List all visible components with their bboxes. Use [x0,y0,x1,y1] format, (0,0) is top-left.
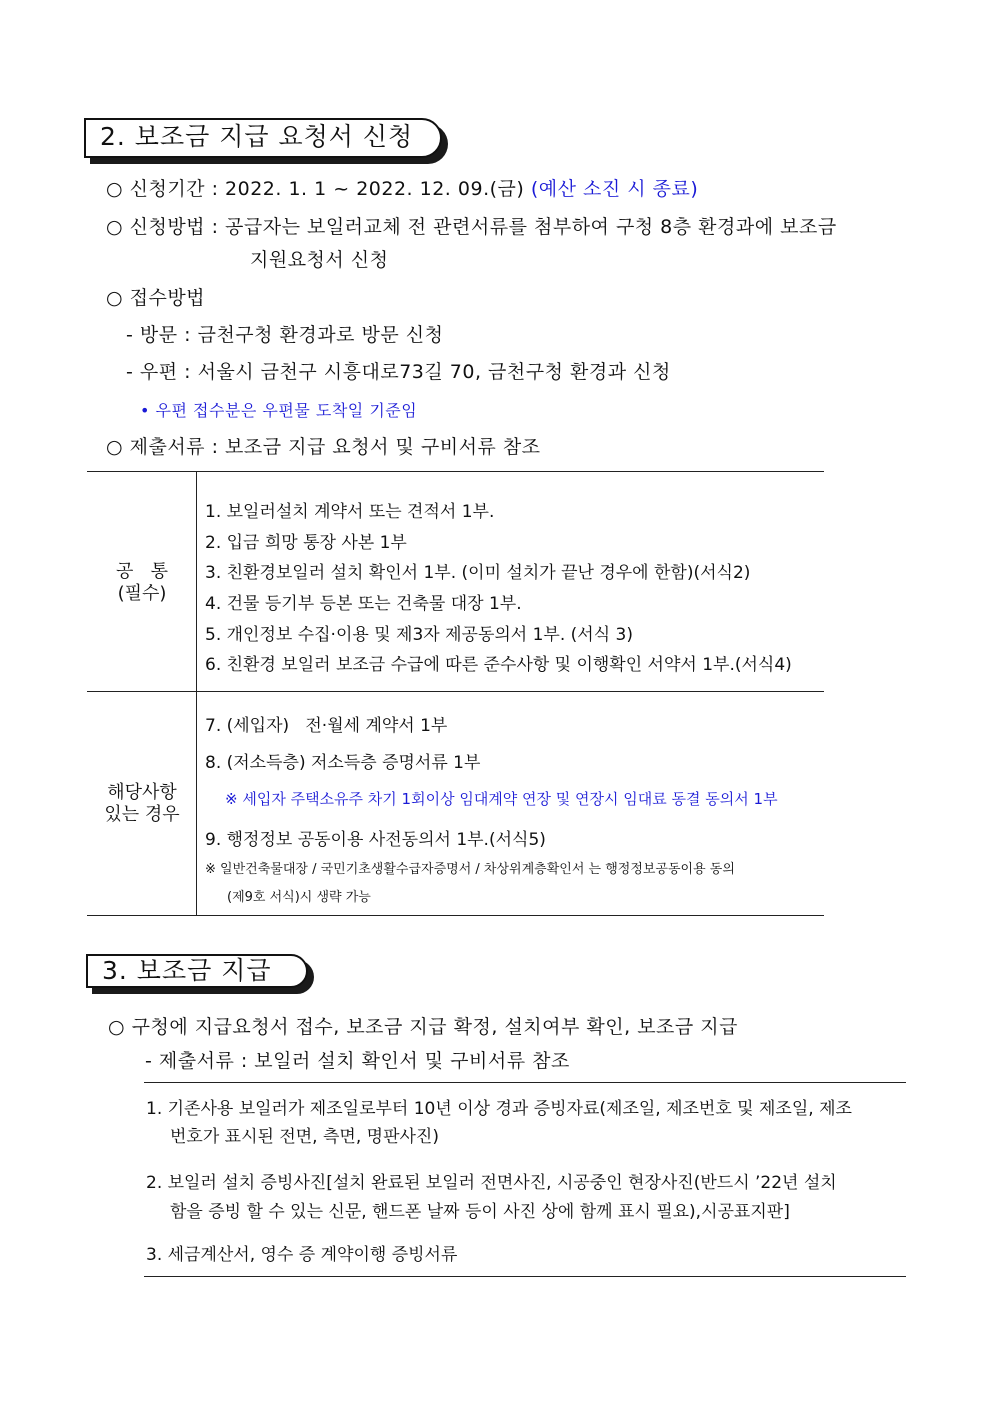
admin-info-note-1: ※ 일반건축물대장 / 국민기초생활수급자증명서 / 차상위계층확인서 는 행정정보공동이용 동의 [205,862,735,877]
receipt-method: ○ 접수방법 [106,287,206,309]
applicable-item-9: 9. 행정정보 공동이용 사전동의서 1부.(서식5) [205,830,546,850]
doc-item-1-cont: 번호가 표시된 전면, 측면, 명판사진) [170,1127,439,1147]
common-item-5: 5. 개인정보 수집·이용 및 제3자 제공동의서 1부. (서식 3) [205,625,633,645]
common-category-required: (필수) [117,583,167,604]
doc-item-2: 2. 보일러 설치 증빙사진[설치 완료된 보일러 전면사진, 시공중인 현장사진(반드시 ’22년 설치 [146,1173,837,1193]
applicable-item-7: 7. (세입자) 전·월세 계약서 1부 [205,716,448,736]
common-category-label: 공 통 [116,561,168,582]
application-method: ○ 신청방법 : 공급자는 보일러교체 전 관련서류를 첨부하여 구청 8층 환경과에 보조금 [106,216,837,238]
table-bottom-rule [87,915,824,916]
payment-flow: ○ 구청에 지급요청서 접수, 보조금 지급 확정, 설치여부 확인, 보조금 지급 [108,1016,739,1038]
tenant-consent-note: ※ 세입자 주택소유주 차기 1회이상 임대계약 연장 및 연장시 임대료 동결 동의서 1부 [225,790,778,808]
submission-docs: ○ 제출서류 : 보조금 지급 요청서 및 구비서류 참조 [106,436,541,458]
section3-docs-bottom-rule [144,1276,906,1277]
common-item-3: 3. 친환경보일러 설치 확인서 1부. (이미 설치가 끝난 경우에 한함)(서식2) [205,563,751,583]
common-item-1: 1. 보일러설치 계약서 또는 견적서 1부. [205,502,495,522]
section3-heading: 3. 보조금 지급 [86,954,308,988]
doc-item-3: 3. 세금계산서, 영수 증 계약이행 증빙서류 [146,1245,458,1265]
receipt-mail-note: • 우편 접수분은 우편물 도착일 기준임 [140,401,418,420]
doc-item-2-cont: 함을 증빙 할 수 있는 신문, 핸드폰 날짜 등이 사진 상에 함께 표시 필요),시공표지판] [170,1202,790,1222]
admin-info-note-2: (제9호 서식)시 생략 가능 [227,890,371,905]
applicable-category-label-2: 있는 경우 [104,804,180,825]
table-column-divider [196,471,197,915]
common-item-2: 2. 입금 희망 통장 사본 1부 [205,533,407,553]
common-category [88,561,196,605]
application-method-cont: 지원요청서 신청 [250,249,389,271]
applicable-category-label-1: 해당사항 [107,782,177,803]
application-period [106,174,698,201]
section3-submission-docs: - 제출서류 : 보일러 설치 확인서 및 구비서류 참조 [145,1050,570,1072]
budget-exhaustion-note: (예산 소진 시 종료) [530,178,699,200]
applicable-category [88,782,196,826]
section2-heading: 2. 보조금 지급 요청서 신청 [84,118,442,158]
common-item-6: 6. 친환경 보일러 보조금 수급에 따른 준수사항 및 이행확인 서약서 1부.(서식4) [205,655,792,675]
applicable-item-8: 8. (저소득층) 저소득층 증명서류 1부 [205,753,481,773]
table-mid-rule [87,691,824,692]
receipt-visit: - 방문 : 금천구청 환경과로 방문 신청 [126,324,444,346]
section3-docs-top-rule [144,1082,906,1083]
application-period-text: ○ 신청기간 : 2022. 1. 1 ~ 2022. 12. 09.(금) [106,178,525,200]
receipt-mail: - 우편 : 서울시 금천구 시흥대로73길 70, 금천구청 환경과 신청 [126,361,671,383]
doc-item-1: 1. 기존사용 보일러가 제조일로부터 10년 이상 경과 증빙자료(제조일, 제조번호 및 제조일, 제조 [146,1099,852,1119]
common-item-4: 4. 건물 등기부 등본 또는 건축물 대장 1부. [205,594,522,614]
table-top-rule [87,471,824,472]
